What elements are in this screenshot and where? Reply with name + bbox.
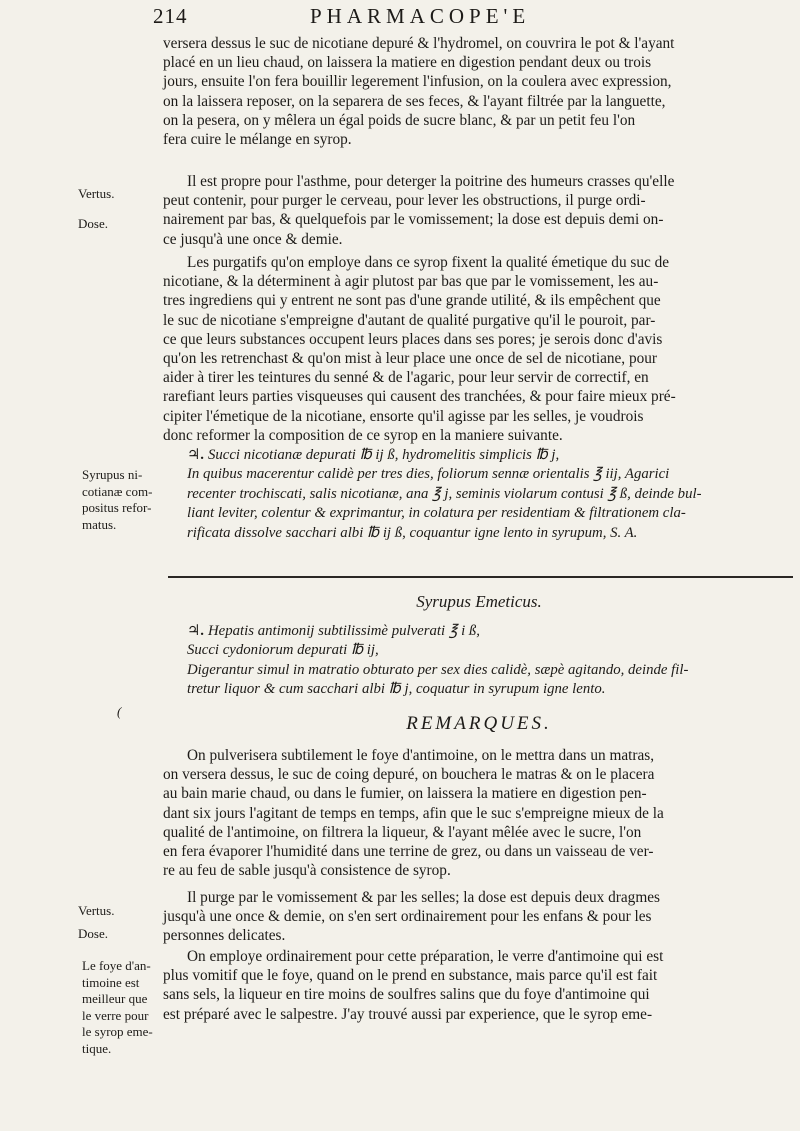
text-line: nairement par bas, & quelquefois par le vomissement; la dose est depuis demi on- (163, 211, 664, 229)
text-line: dant six jours l'agitant de temps en temps, afin que le suc s'empreigne mieux de la (163, 804, 664, 822)
text-line: qu'on les retrenchast & qu'on mist à leur place une once de sel de nicotiane, pour (163, 350, 657, 368)
margin-note-dose: Dose. (78, 216, 108, 231)
text-line: le suc de nicotiane s'empreigne d'autant de qualité purgative qu'il le pouroit, par- (163, 311, 656, 329)
margin-note-vertus: Vertus. (78, 903, 115, 918)
margin-line: meilleur que (82, 991, 148, 1006)
text-line: re au feu de sable jusqu'à consistence de syrop. (163, 862, 451, 880)
recipe-line: rificata dissolve sacchari albi ℔ ij ß, coquantur igne lento in syrupum, S. A. (187, 524, 638, 541)
recipe-line: Succi cydoniorum depurati ℔ ij, (187, 642, 379, 659)
margin-note-dose: Dose. (78, 926, 108, 941)
paragraph-preparation (163, 34, 795, 149)
paragraph-glass-antimony (163, 947, 795, 1024)
recipe-line: liant leviter, colentur & exprimantur, in colatura per residentiam & filtrationem cla- (187, 505, 686, 522)
text-line: peut contenir, pour purger le cerveau, pour lever les obstructions, il purge ordi- (163, 192, 646, 210)
margin-line: timoine est (82, 974, 140, 990)
text-line: On pulverisera subtilement le foye d'antimoine, on le mettra dans un matras, (187, 747, 655, 764)
paragraph-virtues-dose (163, 888, 795, 946)
recipe-symbol: ♃. (187, 447, 204, 463)
margin-line: tique. (82, 1040, 112, 1056)
text-line: jusqu'à une once & demie, on s'en sert ordinairement pour les enfans & pour les (163, 908, 652, 926)
margin-line: cotianæ com- (82, 483, 153, 499)
margin-note-foye (82, 958, 154, 1057)
text-line: aider à tirer les teintures du senné & de l'agaric, pour leur servir de correctif, en (163, 369, 649, 387)
text-line: ce jusqu'à une once & demie. (163, 230, 343, 248)
stray-mark: ( (117, 704, 122, 719)
text-line: donc reformer la composition de ce syrop en la maniere suivante. (163, 426, 563, 444)
margin-line: matus. (82, 516, 117, 532)
section-divider (168, 576, 793, 578)
recipe-line: recenter trochiscati, salis nicotianæ, ana ℥ j, seminis violarum contusi ℥ ß, deinde bul- (187, 485, 702, 502)
paragraph-commentary (163, 253, 795, 445)
text-line: sans sels, la liqueur en tire moins de soulfres salins que du foye d'antimoine qui (163, 986, 650, 1004)
text-line: On employe ordinairement pour cette préparation, le verre d'antimoine qui est (187, 948, 664, 965)
text-line: versera dessus le suc de nicotiane depuré & l'hydromel, on couvrira le pot & l'ayant (163, 35, 675, 52)
margin-line: le verre pour (82, 1007, 149, 1023)
remarques-heading: REMARQUES. (406, 713, 552, 734)
text-line: personnes delicates. (163, 927, 286, 945)
text-line: on la pesera, on y mêlera un égal poids de sucre blanc, & par un petit feu l'on (163, 111, 636, 129)
text-line: on versera dessus, le suc de coing depuré, on bouchera le matras & on le placera (163, 766, 655, 784)
paragraph-virtues (163, 172, 795, 249)
margin-note-vertus: Vertus. (78, 186, 115, 201)
recipe-emetic-syrup (163, 622, 795, 700)
text-line: tres ingrediens qui y entrent ne sont pas d'une grande utilité, & ils empêchent que (163, 292, 661, 310)
text-line: cipiter l'émetique de la nicotiane, ensorte qu'il agisse par les selles, je voudrois (163, 407, 644, 425)
text-line: Les purgatifs qu'on employe dans ce syrop fixent la qualité émetique du suc de (187, 254, 670, 271)
text-line: Il purge par le vomissement & par les selles; la dose est depuis deux dragmes (187, 889, 660, 906)
text-line: ce que leurs substances occupent leurs places dans ses pores; je serois donc d'avis (163, 330, 663, 348)
recipe-symbol: ♃. (187, 623, 204, 639)
text-line: en fera évaporer l'humidité dans une terrine de grez, ou dans un vaisseau de ver- (163, 843, 654, 861)
recipe-line: Digerantur simul in matratio obturato per sex dies calidè, sæpè agitando, deinde fil- (187, 661, 689, 678)
margin-line: le syrop eme- (82, 1024, 153, 1039)
recipe-line: In quibus macerentur calidè per tres dies, foliorum sennæ orientalis ℥ iij, Agarici (187, 466, 670, 483)
text-line: rarefiant leurs parties visqueuses qui causent des tranchées, & pour faire mieux pré- (163, 388, 676, 406)
text-line: plus vomitif que le foye, quand on le prend en substance, mais parce qu'il est fait (163, 967, 658, 985)
text-line: au bain marie chaud, ou dans le fumier, on laissera la matiere en digestion pen- (163, 785, 647, 803)
text-line: jours, ensuite l'on fera bouillir legerement l'infusion, on la coulera avec expression, (163, 73, 672, 91)
text-line: fera cuire le mélange en syrop. (163, 131, 352, 149)
text-line: est préparé avec le salpestre. J'ay trouvé aussi par experience, que le syrop eme- (163, 1005, 653, 1023)
page-header (150, 4, 800, 34)
paragraph-remarques (163, 746, 795, 880)
text-line: placé en un lieu chaud, on laissera la matiere en digestion pendant deux ou trois (163, 54, 652, 72)
margin-line: positus refor- (82, 500, 152, 515)
page-number: 214 (153, 4, 188, 28)
text-line: qualité de l'antimoine, on filtrera la liqueur, & l'ayant mêlée avec le sucre, l'on (163, 823, 642, 841)
section-title: Syrupus Emeticus. (416, 592, 542, 611)
margin-line: Syrupus ni- (82, 467, 143, 482)
recipe-line: Hepatis antimonij subtilissimè pulverati ℥ i ß, (207, 623, 480, 639)
margin-note-syrupus (82, 467, 154, 533)
text-line: Il est propre pour l'asthme, pour deterger la poitrine des humeurs crasses qu'elle (187, 173, 675, 190)
text-line: on la laissera reposer, on la separera de ses feces, & l'ayant filtrée par la languette, (163, 92, 666, 110)
running-title: PHARMACOPE'E (310, 4, 531, 28)
margin-line: Le foye d'an- (82, 958, 151, 973)
recipe-line: tretur liquor & cum sacchari albi ℔ j, coquatur in syrupum igne lento. (187, 681, 606, 698)
recipe-reformed-syrup (163, 446, 795, 543)
text-line: nicotiane, & la déterminent à agir plutost par bas que par le vomissement, les au- (163, 273, 659, 291)
recipe-line: Succi nicotianæ depurati ℔ ij ß, hydromelitis simplicis ℔ j, (207, 447, 560, 463)
